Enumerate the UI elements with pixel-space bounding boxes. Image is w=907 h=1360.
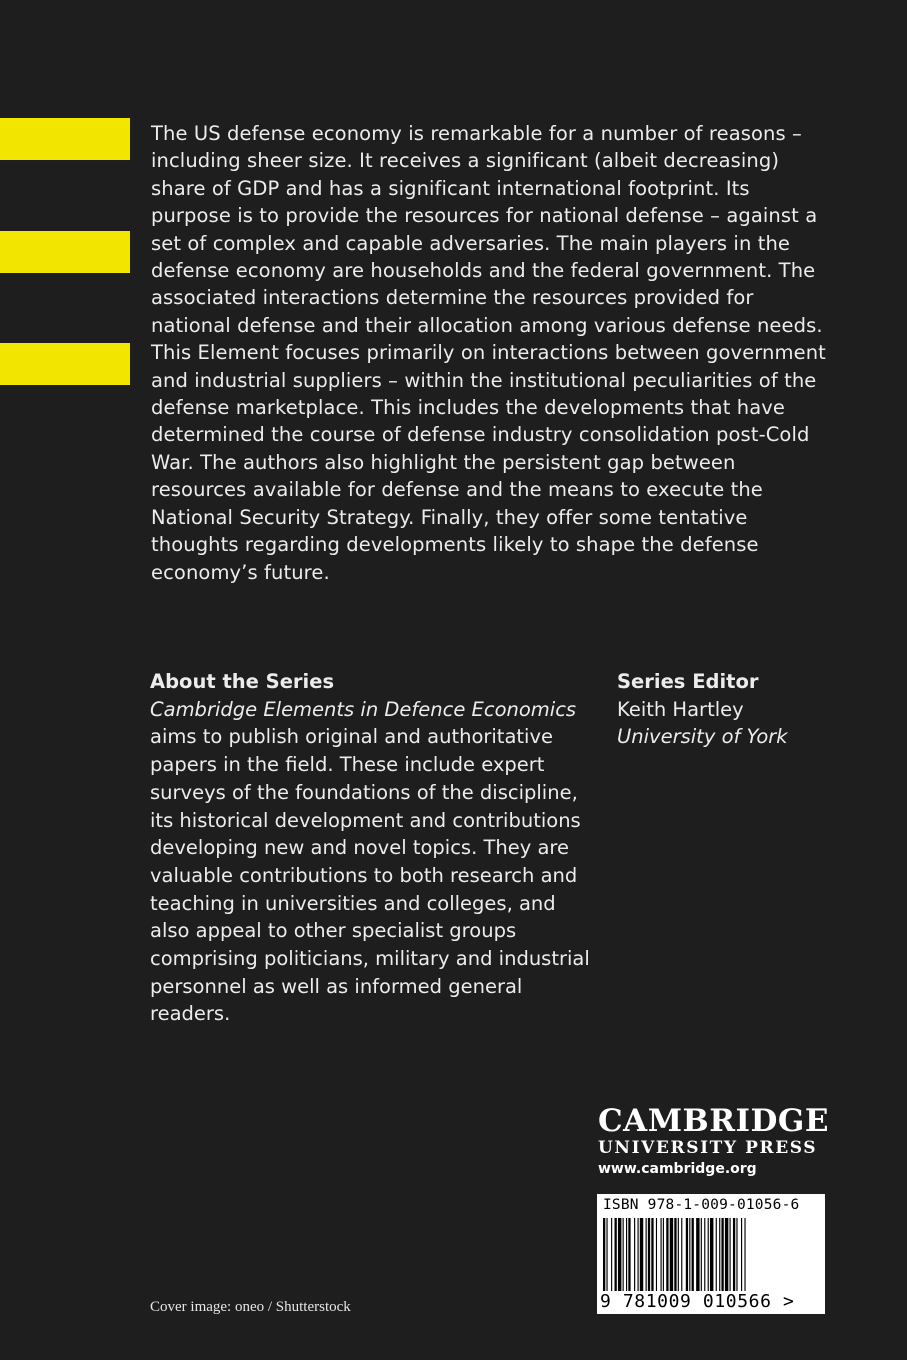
isbn-label: ISBN 978-1-009-01056-6 bbox=[603, 1197, 800, 1213]
series-editor bbox=[617, 668, 877, 751]
about-heading: About the Series bbox=[150, 670, 335, 693]
publisher-name: CAMBRIDGE bbox=[598, 1103, 829, 1139]
barcode-bars bbox=[601, 1218, 813, 1296]
publisher-url: www.cambridge.org bbox=[598, 1161, 757, 1177]
about-body bbox=[150, 696, 600, 1028]
barcode-digits: 9 781009 010566 > bbox=[600, 1291, 795, 1312]
yellow-stripe-middle bbox=[0, 231, 130, 273]
about-description: aims to publish original and authoritative papers in the field. These include expert surveys of the foundations of the discipline, its historical development and contributions developing new and novel topics. They are valuable contributions to both research and teaching in universities and colleges, and also appeal to other specialist groups comprising politicians, military and industrial personnel as well as informed general readers. bbox=[150, 725, 590, 1026]
cover-image-credit: Cover image: oneo / Shutterstock bbox=[150, 1299, 351, 1315]
book-blurb: The US defense economy is remarkable for a number of reasons – including sheer size. It receives a significant (albeit decreasing) share of GDP and has a significant international footprint. Its purpose is to provide the resources for national defense – against a set of complex and capable adversaries. The main players in the defense economy are households and the federal government. The associated interactions determine the resources provided for national defense and their allocation among various defense needs. This Element focuses primarily on interactions between government and industrial suppliers – within the institutional peculiarities of the defense marketplace. This includes the developments that have determined the course of defense industry consolidation post-Cold War. The authors also highlight the persistent gap between resources available for defense and the means to execute the National Security Strategy. Finally, they offer some tentative thoughts regarding developments likely to shape the defense economy’s future. bbox=[151, 122, 826, 584]
publisher-subname: UNIVERSITY PRESS bbox=[598, 1138, 818, 1158]
yellow-stripe-top bbox=[0, 118, 130, 160]
yellow-stripe-bottom bbox=[0, 343, 130, 385]
series-title: Cambridge Elements in Defence Economics bbox=[150, 697, 577, 721]
about-the-series bbox=[150, 668, 600, 1028]
publisher-logo bbox=[598, 1104, 838, 1180]
editor-affiliation: University of York bbox=[617, 725, 788, 749]
isbn-barcode bbox=[597, 1194, 825, 1314]
editor-heading: Series Editor bbox=[617, 670, 759, 693]
editor-name: Keith Hartley bbox=[617, 697, 744, 721]
